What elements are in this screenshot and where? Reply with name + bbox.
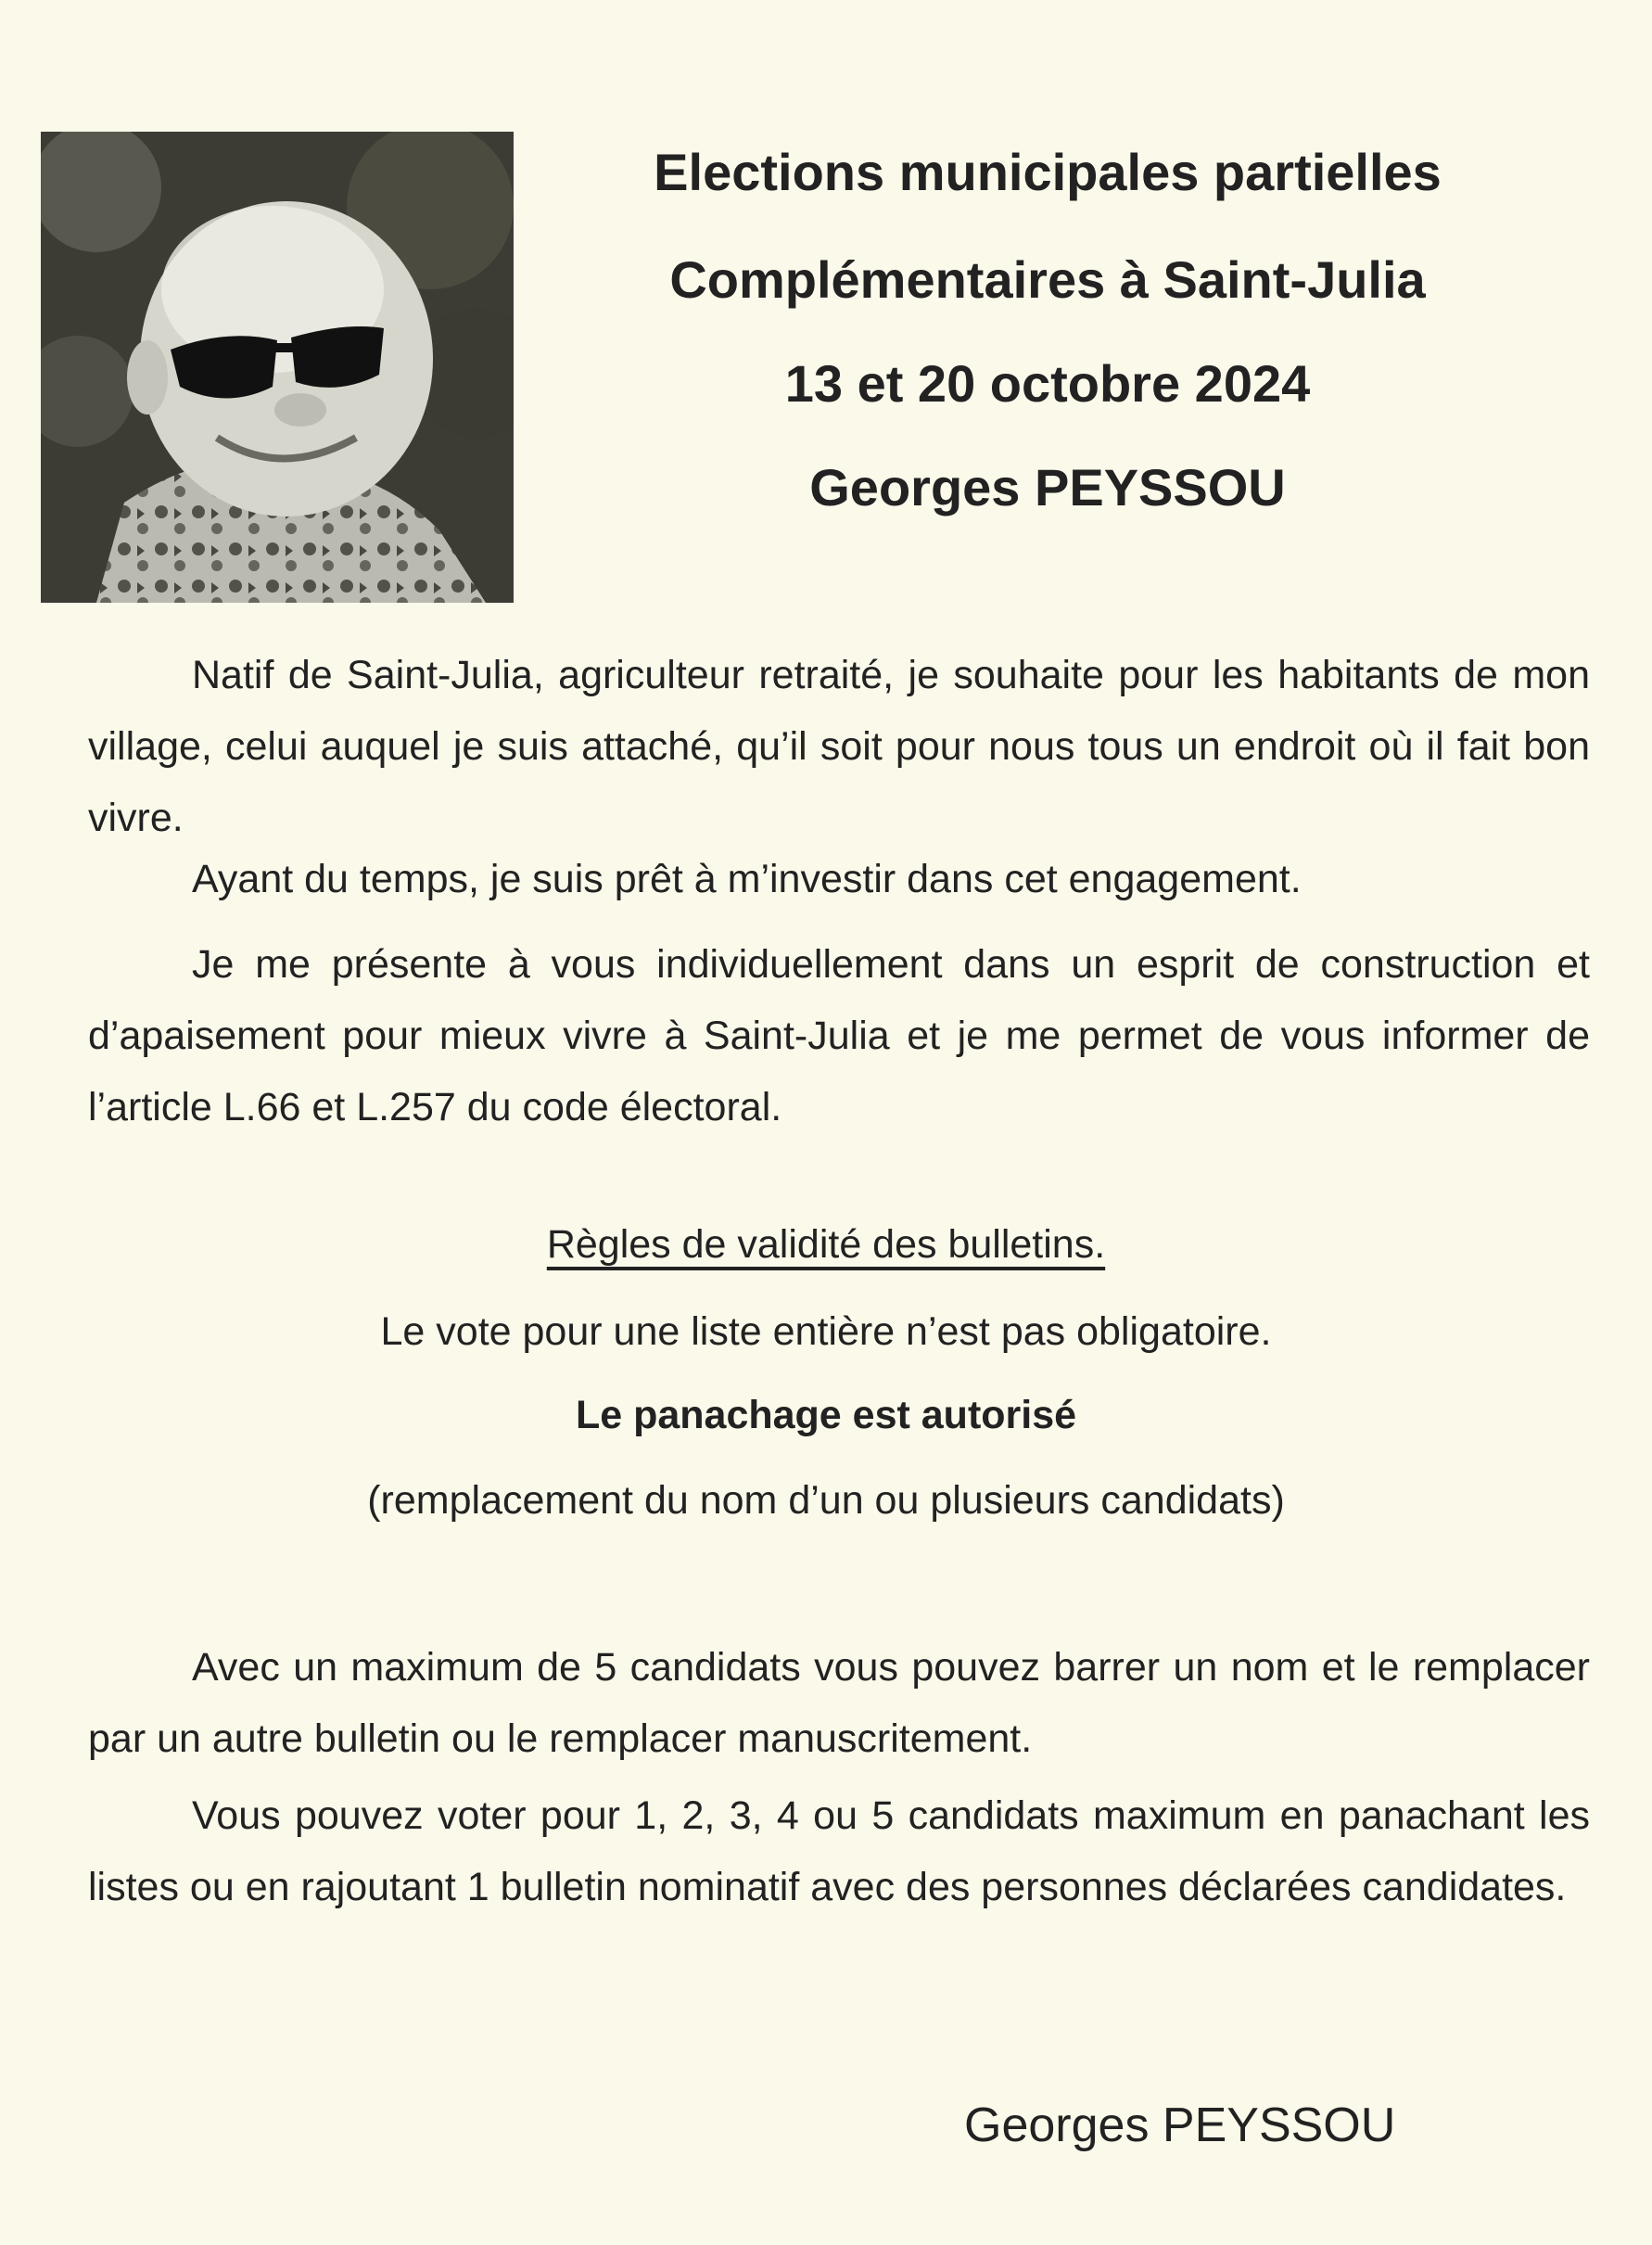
intro-text: Natif de Saint-Julia, agriculteur retraité, je souhaite pour les habitants de mon village, celui auquel je suis attaché, qu’il soit pour nous tous un endroit où il fait bon vivre.: [88, 653, 1590, 840]
candidate-photo: [41, 132, 514, 603]
election-subtitle: Complémentaires à Saint-Julia: [669, 250, 1426, 309]
rules-heading: Règles de validité des bulletins.: [546, 1222, 1106, 1267]
max-candidates-paragraph: [88, 1632, 1590, 1775]
commitment-text: Ayant du temps, je suis prêt à m’investir dans cet engagement.: [192, 857, 1302, 901]
voting-options-paragraph: [88, 1780, 1590, 1923]
election-dates: 13 et 20 octobre 2024: [784, 354, 1311, 413]
election-title: Elections municipales partielles: [654, 143, 1442, 201]
candidate-name: Georges PEYSSOU: [809, 458, 1286, 517]
presentation-paragraph: [88, 929, 1590, 1143]
intro-paragraph: [88, 640, 1590, 854]
signature: Georges PEYSSOU: [964, 2098, 1396, 2152]
commitment-paragraph: [88, 844, 1590, 915]
rules-line-list: Le vote pour une liste entière n’est pas obligatoire.: [380, 1309, 1272, 1354]
rules-line-panachage: Le panachage est autorisé: [575, 1393, 1077, 1437]
voting-options-text: Vous pouvez voter pour 1, 2, 3, 4 ou 5 candidats maximum en panachant les listes ou en rajoutant 1 bulletin nominatif avec des personnes déclarées candidates.: [88, 1793, 1590, 1909]
presentation-text: Je me présente à vous individuellement dans un esprit de construction et d’apaisement pour mieux vivre à Saint-Julia et je me permet de vous informer de l’article L.66 et L.257 du code électoral.: [88, 942, 1590, 1129]
rules-line-replacement: (remplacement du nom d’un ou plusieurs candidats): [367, 1478, 1285, 1523]
max-candidates-text: Avec un maximum de 5 candidats vous pouvez barrer un nom et le remplacer par un autre bulletin ou le remplacer manuscritement.: [88, 1645, 1590, 1761]
